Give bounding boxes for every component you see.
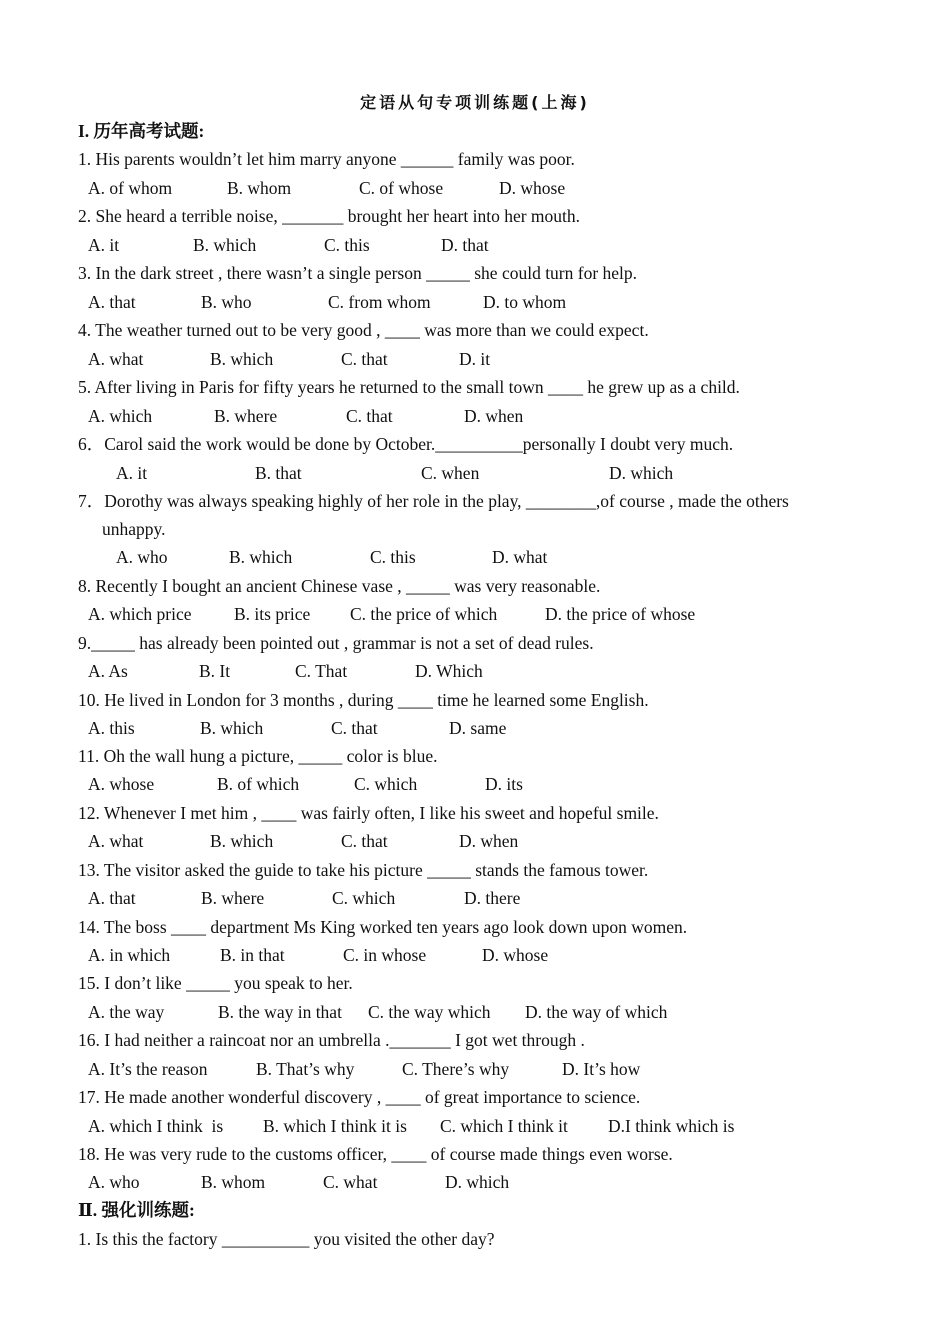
option-b: B. which I think it is: [263, 1116, 407, 1136]
option-b: B. That’s why: [256, 1059, 355, 1079]
option-c: C. that: [341, 831, 388, 851]
question-9: 9._____ has already been pointed out , grammar is not a set of dead rules.: [78, 633, 594, 653]
question-4: 4. The weather turned out to be very good , ____ was more than we could expect.: [78, 320, 649, 340]
option-b: B. of which: [217, 774, 300, 794]
option-b: B. where: [214, 406, 278, 426]
question-17: 17. He made another wonderful discovery , ____ of great importance to science.: [78, 1087, 641, 1107]
option-b: B. that: [255, 463, 302, 483]
option-a: A. As: [88, 661, 128, 681]
option-c: C. in whose: [343, 945, 427, 965]
question-1: 1. His parents wouldn’t let him marry anyone ______ family was poor.: [78, 149, 575, 169]
option-b: B. whom: [201, 1172, 266, 1192]
option-d: D. there: [464, 888, 521, 908]
option-a: A. It’s the reason: [88, 1059, 208, 1079]
option-a: A. the way: [88, 1002, 165, 1022]
option-d: D. the way of which: [525, 1002, 668, 1022]
option-a: A. which I think is: [88, 1116, 224, 1136]
option-d: D. its: [485, 774, 523, 794]
option-a: A. of whom: [88, 178, 173, 198]
option-d: D. which: [445, 1172, 510, 1192]
option-a: A. which price: [88, 604, 192, 624]
option-a: A. it: [116, 463, 148, 483]
option-d: D. It’s how: [562, 1059, 641, 1079]
option-d: D. Which: [415, 661, 483, 681]
option-a: A. whose: [88, 774, 155, 794]
option-b: B. which: [229, 547, 293, 567]
option-b: B. who: [201, 292, 252, 312]
option-c: C. the price of which: [350, 604, 498, 624]
option-c: C. that: [346, 406, 393, 426]
option-b: B. which: [193, 235, 257, 255]
option-c: C. which: [332, 888, 396, 908]
option-d: D. same: [449, 718, 507, 738]
option-d: D. whose: [499, 178, 566, 198]
option-c: C. which: [354, 774, 418, 794]
option-d: D. whose: [482, 945, 549, 965]
option-d: D.I think which is: [608, 1116, 735, 1136]
option-c: C. from whom: [328, 292, 431, 312]
option-a: A. what: [88, 349, 144, 369]
option-a: A. which: [88, 406, 153, 426]
option-c: C. this: [324, 235, 370, 255]
option-c: C. of whose: [359, 178, 444, 198]
option-b: B. the way in that: [218, 1002, 342, 1022]
option-d: D. which: [609, 463, 674, 483]
question-6: 6．Carol said the work would be done by October.__________personally I doubt very much.: [78, 434, 734, 454]
section-heading-2: Ⅱ. 强化训练题:: [78, 1200, 195, 1220]
option-d: D. when: [464, 406, 524, 426]
question-8: 8. Recently I bought an ancient Chinese vase , _____ was very reasonable.: [78, 576, 601, 596]
option-d: D. what: [492, 547, 548, 567]
question-11: 11. Oh the wall hung a picture, _____ color is blue.: [78, 746, 438, 766]
section2-question-1: 1. Is this the factory __________ you visited the other day?: [78, 1229, 495, 1249]
option-b: B. which: [210, 831, 274, 851]
option-c: C. that: [341, 349, 388, 369]
option-d: D. it: [459, 349, 491, 369]
option-b: B. its price: [234, 604, 311, 624]
question-5: 5. After living in Paris for fifty years he returned to the small town ____ he grew up as a child.: [78, 377, 740, 397]
option-b: B. where: [201, 888, 265, 908]
option-d: D. that: [441, 235, 489, 255]
question-10: 10. He lived in London for 3 months , during ____ time he learned some English.: [78, 690, 649, 710]
option-c: C. this: [370, 547, 416, 567]
option-b: B. which: [210, 349, 274, 369]
option-a: A. that: [88, 292, 136, 312]
option-c: C. There’s why: [402, 1059, 510, 1079]
option-a: A. who: [116, 547, 168, 567]
option-b: B. whom: [227, 178, 292, 198]
option-d: D. the price of whose: [545, 604, 696, 624]
question-7-continued: unhappy.: [102, 519, 166, 539]
option-c: C. when: [421, 463, 480, 483]
question-2: 2. She heard a terrible noise, _______ brought her heart into her mouth.: [78, 206, 581, 226]
option-a: A. what: [88, 831, 144, 851]
option-a: A. it: [88, 235, 120, 255]
question-15: 15. I don’t like _____ you speak to her.: [78, 973, 353, 993]
option-d: D. when: [459, 831, 519, 851]
option-b: B. in that: [220, 945, 285, 965]
option-b: B. It: [199, 661, 231, 681]
option-c: C. what: [323, 1172, 378, 1192]
option-d: D. to whom: [483, 292, 567, 312]
question-14: 14. The boss ____ department Ms King worked ten years ago look down upon women.: [78, 917, 688, 937]
question-12: 12. Whenever I met him , ____ was fairly often, I like his sweet and hopeful smile.: [78, 803, 659, 823]
option-b: B. which: [200, 718, 264, 738]
option-c: C. which I think it: [440, 1116, 568, 1136]
question-18: 18. He was very rude to the customs officer, ____ of course made things even worse.: [78, 1144, 673, 1164]
section-heading-1: I. 历年高考试题:: [78, 121, 205, 141]
option-a: A. that: [88, 888, 136, 908]
question-3: 3. In the dark street , there wasn’t a single person _____ she could turn for help.: [78, 263, 638, 283]
option-c: C. that: [331, 718, 378, 738]
option-c: C. That: [295, 661, 348, 681]
option-a: A. in which: [88, 945, 171, 965]
option-a: A. this: [88, 718, 135, 738]
question-13: 13. The visitor asked the guide to take his picture _____ stands the famous tower.: [78, 860, 649, 880]
question-16: 16. I had neither a raincoat nor an umbrella ._______ I got wet through .: [78, 1030, 585, 1050]
option-a: A. who: [88, 1172, 140, 1192]
page-title: 定语从句专项训练题(上海): [360, 93, 590, 112]
option-c: C. the way which: [368, 1002, 491, 1022]
question-7: 7．Dorothy was always speaking highly of her role in the play, ________,of course , made the others: [78, 491, 789, 511]
